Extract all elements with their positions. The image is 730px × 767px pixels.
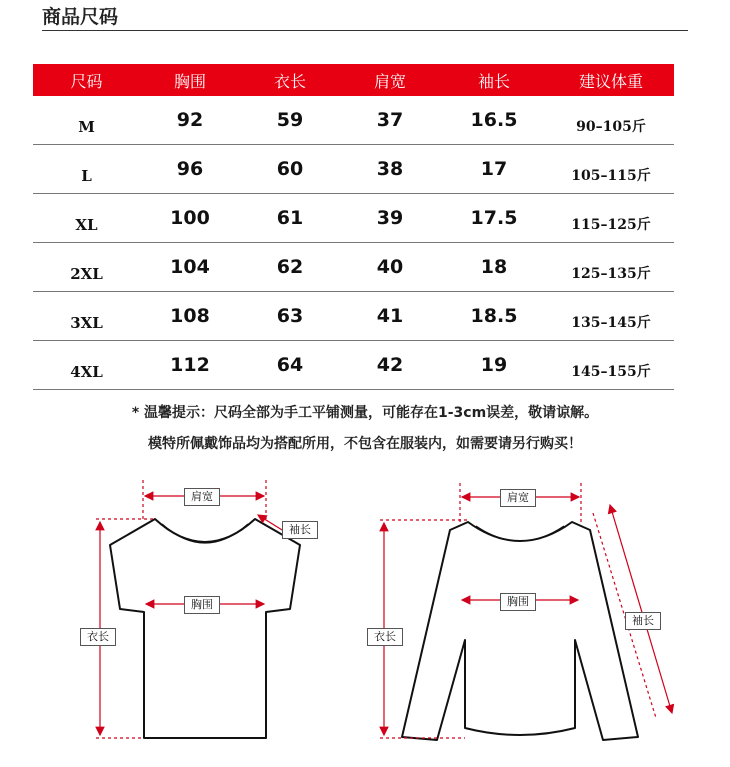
cell-length: 64 — [276, 354, 304, 376]
accessories-note: 模特所佩戴饰品均为搭配所用，不包含在服装内，如需要请另行购买！ — [148, 436, 582, 452]
cell-weight: 105–115斤 — [571, 168, 651, 184]
cell-shoulder: 37 — [376, 109, 404, 131]
cell-weight: 135–145斤 — [571, 315, 651, 331]
header-length: 衣长 — [273, 71, 306, 91]
longsleeve-shoulder-label: 肩宽 — [500, 489, 536, 507]
page-title: 商品尺码 — [42, 6, 119, 28]
cell-sleeve: 18.5 — [470, 305, 518, 327]
cell-weight: 145–155斤 — [571, 364, 651, 380]
cell-chest: 104 — [170, 256, 210, 278]
longsleeve-outline — [402, 522, 638, 740]
cell-size: 4XL — [70, 363, 103, 381]
cell-size: 2XL — [70, 265, 103, 283]
header-weight: 建议体重 — [578, 71, 643, 91]
cell-length: 59 — [276, 109, 304, 131]
cell-chest: 108 — [170, 305, 210, 327]
cell-shoulder: 42 — [376, 354, 404, 376]
cell-sleeve: 17 — [480, 158, 508, 180]
cell-size: M — [78, 118, 95, 136]
cell-shoulder: 39 — [376, 207, 404, 229]
cell-sleeve: 17.5 — [470, 207, 518, 229]
longsleeve-chest-label: 胸围 — [500, 593, 536, 611]
tshirt-length-label: 衣长 — [80, 628, 116, 646]
cell-shoulder: 41 — [376, 305, 404, 327]
cell-length: 63 — [276, 305, 304, 327]
cell-shoulder: 40 — [376, 256, 404, 278]
tshirt-sleeve-label: 袖长 — [282, 521, 318, 539]
cell-weight: 115–125斤 — [571, 217, 651, 233]
cell-chest: 100 — [170, 207, 210, 229]
cell-chest: 92 — [176, 109, 204, 131]
cell-weight: 90–105斤 — [576, 119, 646, 135]
cell-shoulder: 38 — [376, 158, 404, 180]
longsleeve-sleeve-label: 袖长 — [625, 612, 661, 630]
longsleeve-length-label: 衣长 — [367, 628, 403, 646]
measurement-note: * 温馨提示：尺码全部为手工平铺测量，可能存在1-3cm误差，敬请谅解。 — [131, 405, 599, 421]
cell-size: XL — [75, 216, 98, 234]
tshirt-chest-label: 胸围 — [184, 596, 220, 614]
header-chest: 胸围 — [173, 71, 206, 91]
cell-chest: 112 — [170, 354, 210, 376]
tshirt-shoulder-label: 肩宽 — [184, 488, 220, 506]
cell-sleeve: 19 — [480, 354, 508, 376]
cell-length: 62 — [276, 256, 304, 278]
cell-sleeve: 16.5 — [470, 109, 518, 131]
cell-length: 61 — [276, 207, 304, 229]
header-size: 尺码 — [70, 71, 103, 91]
header-shoulder: 肩宽 — [373, 71, 406, 91]
tshirt-outline — [110, 519, 300, 738]
cell-chest: 96 — [176, 158, 204, 180]
cell-size: L — [81, 167, 92, 185]
header-sleeve: 袖长 — [477, 71, 510, 91]
cell-sleeve: 18 — [480, 256, 508, 278]
cell-weight: 125–135斤 — [571, 266, 651, 282]
cell-length: 60 — [276, 158, 304, 180]
cell-size: 3XL — [70, 314, 103, 332]
